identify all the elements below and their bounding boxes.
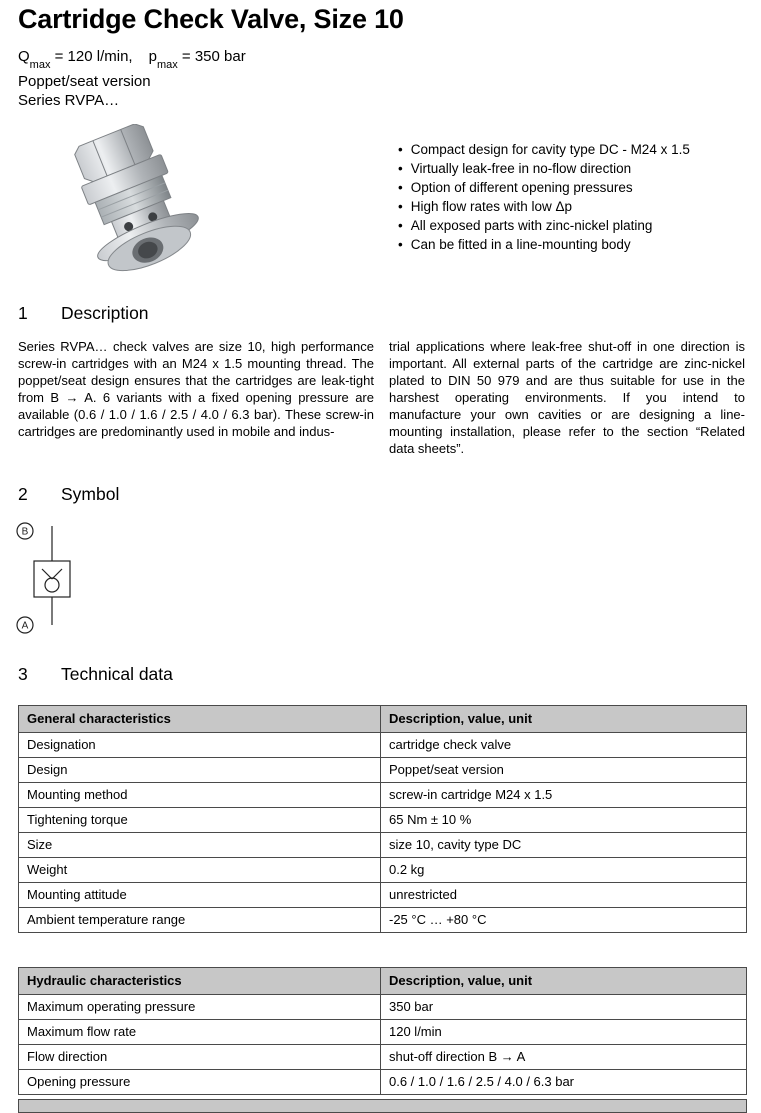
section-title: Symbol xyxy=(61,484,120,504)
spec-line xyxy=(18,47,745,72)
feature-item: • High flow rates with low Δp xyxy=(398,197,690,216)
valve-photo-illustration xyxy=(18,124,256,276)
section-number: 1 xyxy=(18,303,28,323)
cell-label: Design xyxy=(19,758,381,783)
feature-list xyxy=(398,140,690,276)
feature-item: • Virtually leak-free in no-flow direction xyxy=(398,159,690,178)
table-row xyxy=(19,995,747,1020)
next-table-header-partial xyxy=(18,1099,747,1113)
feature-item: • Can be fitted in a line-mounting body xyxy=(398,235,690,254)
qmax-value: = 120 l/min, xyxy=(50,48,133,65)
table-header-row xyxy=(19,706,747,733)
table-row xyxy=(19,1070,747,1095)
table-row xyxy=(19,1020,747,1045)
series-line: Series RVPA… xyxy=(18,92,120,109)
section-heading-technical-data xyxy=(18,663,745,685)
hydraulic-characteristics-table xyxy=(18,967,747,1095)
hydraulic-symbol xyxy=(12,521,745,637)
cell-label: Opening pressure xyxy=(19,1070,381,1095)
table-header-cell: Description, value, unit xyxy=(381,968,747,995)
section-heading-description xyxy=(18,302,745,324)
hero-section xyxy=(18,124,745,276)
table-row xyxy=(19,783,747,808)
table-row xyxy=(19,858,747,883)
pmax-symbol: p xyxy=(148,48,157,65)
cell-label: Mounting attitude xyxy=(19,883,381,908)
table-header-cell: Hydraulic characteristics xyxy=(19,968,381,995)
cell-label: Designation xyxy=(19,733,381,758)
feature-item: • Compact design for cavity type DC - M24 x 1.5 xyxy=(398,140,690,159)
cell-label: Weight xyxy=(19,858,381,883)
feature-item: • Option of different opening pressures xyxy=(398,178,690,197)
cell-label: Mounting method xyxy=(19,783,381,808)
cell-value: size 10, cavity type DC xyxy=(381,833,747,858)
cell-value: 120 l/min xyxy=(381,1020,747,1045)
description-body xyxy=(18,338,745,457)
cell-value: 350 bar xyxy=(381,995,747,1020)
cell-value: screw-in cartridge M24 x 1.5 xyxy=(381,783,747,808)
cell-value: 0.2 kg xyxy=(381,858,747,883)
table-row xyxy=(19,833,747,858)
qmax-subscript: max xyxy=(29,59,51,71)
section-heading-symbol xyxy=(18,483,745,505)
table-row xyxy=(19,1045,747,1070)
cell-label: Tightening torque xyxy=(19,808,381,833)
pmax-subscript: max xyxy=(156,59,178,71)
feature-item: • All exposed parts with zinc-nickel plating xyxy=(398,216,690,235)
cell-label: Size xyxy=(19,833,381,858)
cell-value: 0.6 / 1.0 / 1.6 / 2.5 / 4.0 / 6.3 bar xyxy=(381,1070,747,1095)
cell-label: Flow direction xyxy=(19,1045,381,1070)
section-title: Technical data xyxy=(61,664,173,684)
check-valve-symbol xyxy=(12,521,92,635)
table-row xyxy=(19,808,747,833)
table-row xyxy=(19,908,747,933)
section-number: 2 xyxy=(18,484,28,504)
pmax-value: = 350 bar xyxy=(177,48,246,65)
section-number: 3 xyxy=(18,664,28,684)
datasheet-page xyxy=(0,4,761,1113)
table-row xyxy=(19,758,747,783)
cell-value: unrestricted xyxy=(381,883,747,908)
table-row xyxy=(19,883,747,908)
description-column-left: Series RVPA… check valves are size 10, high performance screw-in cartridges with an M24 x 1.5 mounting thread. The poppet/seat design ensures that the cartridges are leak-tight from B → A. 6 variants with a fixed opening pressure are available (0.6 / 1.0 / 1.6 / 2.5 / 4.0 / 6.3 bar). These screw-in cartridges are predominantly used in mobile and indus- xyxy=(18,339,374,439)
cell-label: Maximum operating pressure xyxy=(19,995,381,1020)
cell-label: Ambient temperature range xyxy=(19,908,381,933)
table-row xyxy=(19,733,747,758)
general-characteristics-table xyxy=(18,705,747,933)
page-title: Cartridge Check Valve, Size 10 xyxy=(18,4,404,34)
table-header-row xyxy=(19,968,747,995)
cell-value: 65 Nm ± 10 % xyxy=(381,808,747,833)
version-line: Poppet/seat version xyxy=(18,73,151,90)
cell-value: shut-off direction B → A xyxy=(381,1045,747,1070)
section-title: Description xyxy=(61,303,149,323)
valve-photo xyxy=(18,124,258,276)
cell-value: Poppet/seat version xyxy=(381,758,747,783)
port-label-a: A xyxy=(21,620,29,632)
qmax-symbol: Q xyxy=(18,48,30,65)
table-header-cell: Description, value, unit xyxy=(381,706,747,733)
cell-label: Maximum flow rate xyxy=(19,1020,381,1045)
cell-value: cartridge check valve xyxy=(381,733,747,758)
table-header-cell: General characteristics xyxy=(19,706,381,733)
cell-value: -25 °C … +80 °C xyxy=(381,908,747,933)
port-label-b: B xyxy=(21,526,29,538)
description-column-right: trial applications where leak-free shut-off in one direction is important. All external parts of the cartridge are zinc-nickel plated to DIN 50 979 and are thus suitable for use in the harshest operating environments. If you intend to manufacture your own cavities or are designing a line-mounting installation, please refer to the section “Related data sheets”. xyxy=(389,339,745,456)
